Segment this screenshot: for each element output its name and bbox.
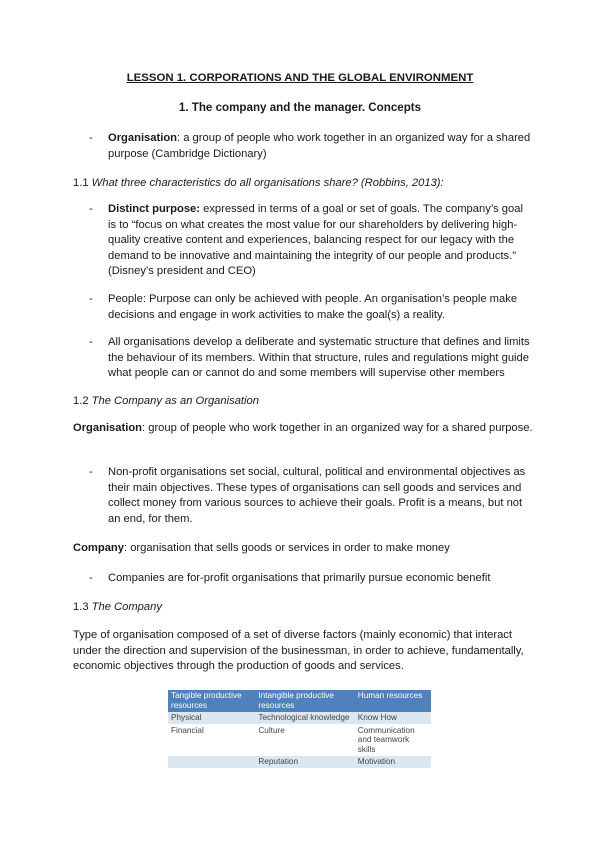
table-cell: Reputation — [255, 756, 354, 769]
section-1-1-heading: 1.1 What three characteristics do all organisations share? (Robbins, 2013): — [73, 177, 444, 189]
bullet-non-profit: - Non-profit organisations set social, cultural, political and environmental objectives as their main objectives. These types of organisations can sell goods and services and collect money from various sources to achieve their goals. Profit is a means, but not an end, for them. — [89, 466, 526, 525]
term: Organisation — [108, 132, 177, 144]
table-header: Human resources — [355, 690, 431, 712]
intro-bullet — [89, 131, 533, 162]
lesson-title: LESSON 1. CORPORATIONS AND THE GLOBAL ENVIRONMENT — [126, 72, 474, 84]
company-paragraph: Type of organisation composed of a set of diverse factors (mainly economic) that interact under the direction and supervision of the businessman, in order to achieve, fundamentally, economic objectives through the production of goods and services. — [73, 629, 524, 672]
table-header: Tangible productive resources — [168, 690, 255, 712]
section-1-2-heading: 1.2 The Company as an Organisation — [73, 395, 259, 407]
bullet-for-profit: - Companies are for-profit organisations that primarily pursue economic benefit — [89, 571, 533, 587]
bullet-dash: - — [89, 336, 93, 348]
table-cell: Financial — [168, 724, 255, 756]
bullet-dash: - — [89, 466, 93, 478]
table-header-row — [168, 690, 431, 712]
table-cell: Communication and teamwork skills — [355, 724, 431, 756]
company-definition: Company: organisation that sells goods or services in order to make money — [73, 542, 450, 554]
table-row — [168, 712, 431, 724]
bullet-dash: - — [89, 203, 93, 215]
bullet-text: Organisation: a group of people who work together in an organized way for a shared purpose (Cambridge Dictionary) — [108, 132, 531, 160]
section-title: 1. The company and the manager. Concepts — [178, 101, 422, 114]
resources-table — [168, 690, 431, 769]
bullet-dash: - — [89, 293, 93, 305]
table-cell: Technological knowledge — [255, 712, 354, 724]
table-cell: Know How — [355, 712, 431, 724]
table-cell: Motivation — [355, 756, 431, 769]
bullet-dash: - — [89, 572, 93, 584]
bullet-people: - People: Purpose can only be achieved with people. An organisation’s people make decisions and engage in work activities to make the goal(s) a reality. — [89, 293, 518, 321]
table-cell: Physical — [168, 712, 255, 724]
table-row — [168, 756, 431, 769]
table-row — [168, 724, 431, 756]
organisation-definition: Organisation: group of people who work together in an organized way for a shared purpose. — [73, 422, 533, 434]
table-cell: Culture — [255, 724, 354, 756]
bullet-dash: - — [89, 132, 93, 144]
table-cell — [168, 756, 255, 769]
bullet-distinct-purpose: - Distinct purpose: expressed in terms of a goal or set of goals. The company’s goal is to “focus on what creates the most value for our shareholders by delivering high-quality creative content and experiences, balancing respect for our legacy with the demand to be innovative and maintaining the integrity of our people and products.” (Disney’s president and CEO) — [89, 203, 523, 277]
bullet-structure: - All organisations develop a deliberate and systematic structure that defines and limits the behaviour of its members. Within that structure, rules and regulations might guide what people can or cannot do and some members will supervise other members — [89, 336, 530, 379]
table-header: Intangible productive resources — [255, 690, 354, 712]
section-1-3-heading: 1.3 The Company — [73, 601, 162, 613]
